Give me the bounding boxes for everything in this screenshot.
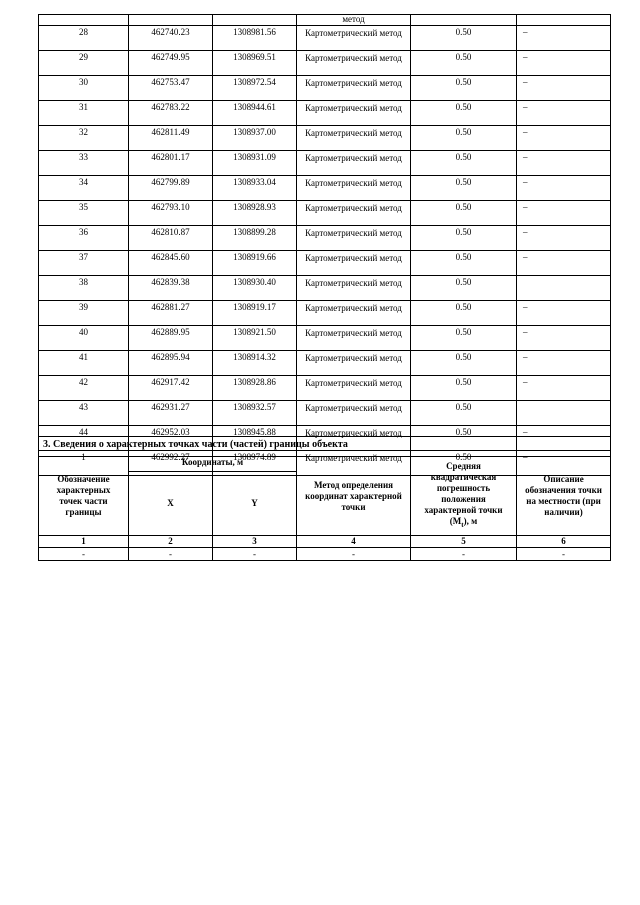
table-row (39, 548, 611, 561)
empty-cell: - (517, 548, 611, 561)
point-number-cell: 1 (39, 451, 129, 476)
x-coordinate-cell: 462917.42 (129, 376, 213, 401)
table-row (39, 376, 611, 401)
y-coordinate-cell: 1308972.54 (213, 76, 297, 101)
empty-cell: - (297, 548, 411, 561)
table-row (39, 101, 611, 126)
x-coordinate-cell: 462801.17 (129, 151, 213, 176)
table-row (39, 201, 611, 226)
point-number-cell: 38 (39, 276, 129, 301)
table-row (39, 226, 611, 251)
table-row (39, 15, 611, 26)
accuracy-cell: 0.50 (411, 401, 517, 426)
method-cell: Картометрический метод (297, 101, 411, 126)
table-row (39, 51, 611, 76)
y-coordinate-cell: 1308919.17 (213, 301, 297, 326)
method-cell: Картометрический метод (297, 426, 411, 451)
point-number-cell: 39 (39, 301, 129, 326)
x-coordinate-cell: 462839.38 (129, 276, 213, 301)
method-cell: Картометрический метод (297, 201, 411, 226)
description-cell: – (517, 151, 611, 176)
point-number-cell: 44 (39, 426, 129, 451)
y-coordinate-cell: 1308933.04 (213, 176, 297, 201)
x-coordinate-cell: 462952.03 (129, 426, 213, 451)
x-coordinate-cell: 462889.95 (129, 326, 213, 351)
x-coordinate-cell: 462895.94 (129, 351, 213, 376)
col-coords-header: Координаты, м (129, 457, 297, 472)
accuracy-cell: 0.50 (411, 101, 517, 126)
col-num: 6 (517, 536, 611, 548)
description-cell: – (517, 351, 611, 376)
y-coordinate-cell: 1308944.61 (213, 101, 297, 126)
y-coordinate-cell: 1308899.28 (213, 226, 297, 251)
table-row (39, 151, 611, 176)
description-cell: – (517, 201, 611, 226)
col-error-text: Средняя квадратическая погрешность положения характерной точки $(M_t)$, м (424, 461, 503, 529)
description-cell: – (517, 426, 611, 451)
description-cell: – (517, 76, 611, 101)
method-cell: Картометрический метод (297, 376, 411, 401)
x-coordinate-cell: 462793.10 (129, 201, 213, 226)
col-x-header: X (129, 472, 213, 536)
point-number-cell: 36 (39, 226, 129, 251)
empty-cell: - (129, 548, 213, 561)
point-number-cell: 34 (39, 176, 129, 201)
table-row (39, 126, 611, 151)
accuracy-cell: 0.50 (411, 151, 517, 176)
col-error-header (411, 457, 517, 536)
method-cell: Картометрический метод (297, 76, 411, 101)
points-table (38, 14, 611, 476)
point-number-cell: 29 (39, 51, 129, 76)
y-coordinate-cell: 1308928.86 (213, 376, 297, 401)
accuracy-cell: 0.50 (411, 351, 517, 376)
y-coordinate-cell: 1308937.00 (213, 126, 297, 151)
empty-cell: - (411, 548, 517, 561)
method-cell: Картометрический метод (297, 276, 411, 301)
col-num: 5 (411, 536, 517, 548)
point-number-cell: 37 (39, 251, 129, 276)
col-num: 3 (213, 536, 297, 548)
y-coordinate-cell: 1308945.88 (213, 426, 297, 451)
point-number-cell: 31 (39, 101, 129, 126)
accuracy-cell: 0.50 (411, 26, 517, 51)
point-number-cell: 41 (39, 351, 129, 376)
table-row (39, 276, 611, 301)
point-number-cell: 32 (39, 126, 129, 151)
y-coordinate-cell: 1308914.32 (213, 351, 297, 376)
accuracy-cell: 0.50 (411, 326, 517, 351)
col-method-header: Метод определения координат характерной точки (297, 457, 411, 536)
table-row (39, 301, 611, 326)
description-cell: – (517, 301, 611, 326)
method-cell: Картометрический метод (297, 326, 411, 351)
accuracy-cell: 0.50 (411, 226, 517, 251)
x-coordinate-cell: 462740.23 (129, 26, 213, 51)
accuracy-cell: 0.50 (411, 126, 517, 151)
section3-title: 3. Сведения о характерных точках части (частей) границы объекта (39, 437, 611, 457)
method-cell: Картометрический метод (297, 51, 411, 76)
table-row (39, 176, 611, 201)
point-number-cell: 35 (39, 201, 129, 226)
col-num: 2 (129, 536, 213, 548)
accuracy-cell: 0.50 (411, 376, 517, 401)
y-coordinate-cell: 1308932.57 (213, 401, 297, 426)
method-cell: Картометрический метод (297, 301, 411, 326)
description-cell: – (517, 451, 611, 476)
x-coordinate-cell: 462753.47 (129, 76, 213, 101)
accuracy-cell: 0.50 (411, 276, 517, 301)
description-cell (517, 276, 611, 301)
y-coordinate-cell: 1308981.56 (213, 26, 297, 51)
y-coordinate-cell: 1308931.09 (213, 151, 297, 176)
x-coordinate-cell: 462783.22 (129, 101, 213, 126)
table-row (39, 326, 611, 351)
method-cell: Картометрический метод (297, 226, 411, 251)
point-number-cell: 33 (39, 151, 129, 176)
point-number-cell: 30 (39, 76, 129, 101)
table-row (39, 251, 611, 276)
method-cell: метод (297, 15, 411, 26)
description-cell: – (517, 176, 611, 201)
col-y-header: Y (213, 472, 297, 536)
description-cell: – (517, 101, 611, 126)
x-coordinate-cell: 462811.49 (129, 126, 213, 151)
accuracy-cell: 0.50 (411, 51, 517, 76)
table-row (39, 76, 611, 101)
point-number-cell: 43 (39, 401, 129, 426)
method-cell: Картометрический метод (297, 451, 411, 476)
accuracy-cell: 0.50 (411, 251, 517, 276)
accuracy-cell: 0.50 (411, 426, 517, 451)
description-cell: – (517, 251, 611, 276)
x-coordinate-cell: 462845.60 (129, 251, 213, 276)
point-number-cell: 28 (39, 26, 129, 51)
table-row (39, 26, 611, 51)
method-cell: Картометрический метод (297, 251, 411, 276)
col-num: 4 (297, 536, 411, 548)
method-cell: Картометрический метод (297, 401, 411, 426)
x-coordinate-cell: 462931.27 (129, 401, 213, 426)
accuracy-cell: 0.50 (411, 201, 517, 226)
y-coordinate-cell: 1308921.50 (213, 326, 297, 351)
y-coordinate-cell: 1308974.89 (213, 451, 297, 476)
x-coordinate-cell: 462992.27 (129, 451, 213, 476)
description-cell (517, 401, 611, 426)
x-coordinate-cell: 462810.87 (129, 226, 213, 251)
y-coordinate-cell: 1308930.40 (213, 276, 297, 301)
method-cell: Картометрический метод (297, 151, 411, 176)
section3-table (38, 436, 611, 561)
description-cell: – (517, 376, 611, 401)
method-cell: Картометрический метод (297, 176, 411, 201)
y-coordinate-cell: 1308928.93 (213, 201, 297, 226)
table-row (39, 351, 611, 376)
method-cell: Картометрический метод (297, 26, 411, 51)
method-cell: Картометрический метод (297, 351, 411, 376)
accuracy-cell: 0.50 (411, 76, 517, 101)
point-number-cell: 42 (39, 376, 129, 401)
accuracy-cell: 0.50 (411, 451, 517, 476)
description-cell: – (517, 51, 611, 76)
x-coordinate-cell: 462799.89 (129, 176, 213, 201)
point-number-cell: 40 (39, 326, 129, 351)
description-cell: – (517, 26, 611, 51)
accuracy-cell: 0.50 (411, 301, 517, 326)
empty-cell: - (39, 548, 129, 561)
x-coordinate-cell: 462749.95 (129, 51, 213, 76)
col-designation-header: Обозначение характерных точек части границы (39, 457, 129, 536)
table-row (39, 401, 611, 426)
col-num: 1 (39, 536, 129, 548)
y-coordinate-cell: 1308969.51 (213, 51, 297, 76)
column-numbers-row (39, 536, 611, 548)
col-desc-header: Описание обозначения точки на местности (при наличии) (517, 457, 611, 536)
description-cell: – (517, 326, 611, 351)
description-cell: – (517, 126, 611, 151)
method-cell: Картометрический метод (297, 126, 411, 151)
description-cell: – (517, 226, 611, 251)
empty-cell: - (213, 548, 297, 561)
accuracy-cell: 0.50 (411, 176, 517, 201)
x-coordinate-cell: 462881.27 (129, 301, 213, 326)
y-coordinate-cell: 1308919.66 (213, 251, 297, 276)
